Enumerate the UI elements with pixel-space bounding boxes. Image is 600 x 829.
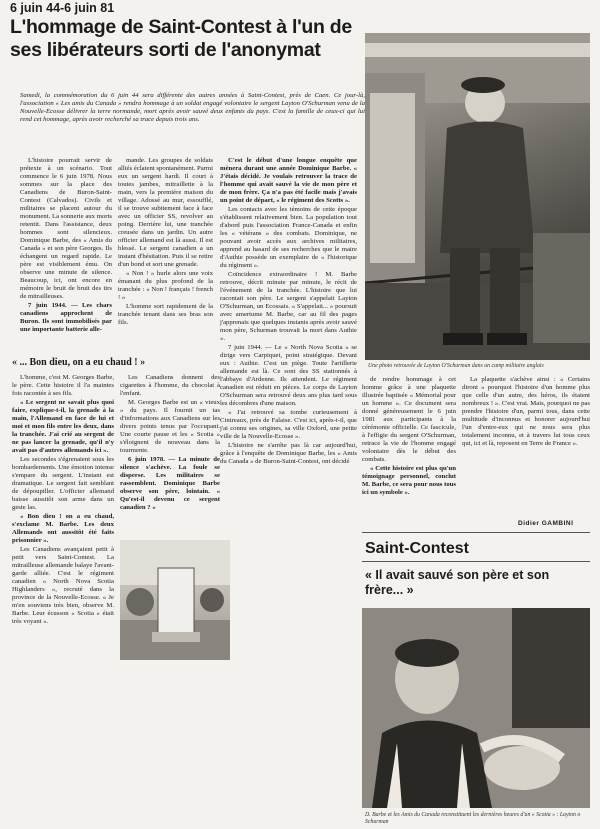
- article-column-2: [118, 157, 213, 328]
- paragraph: Les secondes s'égrenaient sous les bombardements. Une émotion intense s'empare du sergent. L'instant est dramatique. Le sergent fait semblant de dépoupiller. L'officier allemand baisse aussitôt son arme dans un geste las.: [12, 456, 114, 511]
- paragraph: M. Georges Barbe est un « vieux » du pays. Il fournit un tas d'informations aux Canadiens sur les divers points tenus par l'occupant. Une courte pause et les « Scotia » s'éloignent de nouveau dans la tourmente.: [120, 399, 220, 454]
- soldier-photo-caption: Une photo retrouvée de Layton O'Schurman dans un camp militaire anglais: [368, 363, 544, 369]
- article-column-8: [462, 376, 590, 449]
- paragraph: Coïncidence extraordinaire ! M. Barbe retrouve, décrit minute par minute, le récit de l'événement de la tranchée. L'histoire que lui racontait son père. Le sergent s'appelait Layton O'Schurman, un Ecossais. « S'appelait... » poursuit avec amertume M. Barbe, car au fil des pages j'apprenais que quelques instants après avoir sauvé mon père, Schurman trouvait la mort dans Authie ».: [220, 271, 357, 342]
- reconstitution-drawing: [362, 608, 590, 808]
- issue-date: 6 juin 44-6 juin 81: [10, 1, 115, 15]
- paragraph: de rendre hommage à cet homme grâce à une plaquette illustrée baptisée « Mémorial pour un homme ». Ce document sera donné généreusement le 6 juin 1981 aux participants à la cérémonie officielle. Ce fascicule, à l'effigie du sergent O'Schurman, retrace la vie de l'homme engagé volontaire dès le début des combats.: [362, 376, 456, 463]
- reconstitution-photo: [362, 608, 590, 808]
- headline: L'hommage de Saint-Contest à l'un de ses libérateurs sorti de l'anonymat: [10, 16, 352, 61]
- article-column-4: [12, 374, 114, 627]
- paragraph: « Bon dieu ! on a eu chaud, s'exclame M. Barbe. Les deux Allemands ont aussitôt été faits prisonnier ».: [12, 513, 114, 544]
- paragraph: « Le sergent ne savait plus quoi faire, explique-t-il, la grenade à la main, l'Allemand en face de lui et moi et mon fils entre les deux, dans la tranchée. J'ai crié au sergent de ne pas lancer la grenade, qu'il n'y avait pas d'autres allemands ici ».: [12, 399, 114, 454]
- sidebar-title: Saint-Contest: [365, 540, 469, 557]
- reconstitution-photo-caption: D. Barbe et les Amis du Canada reconstituent les dernières heures d'un « Scotia » : Layton o Schurman: [365, 812, 581, 825]
- sidebar-rule-top: [362, 532, 590, 533]
- sidebar-rule: [362, 561, 590, 562]
- paragraph: 7 juin 1944. — Le « North Nova Scotia » se dirige vers Carpiquet, point stratégique. Devant eux : Authie. C'est un piège. Toute l'artillerie allemande est là. Ce sont des SS stationnés à l'abbaye d'Ardenne. Ils attendent. Le régiment canadien est réduit en pièces. Le corps de Layton O'Schurman sera retrouvé deux ans plus tard sous les décombres d'une maison.: [220, 344, 357, 407]
- lead-paragraph: Samedi, la commémoration du 6 juin 44 sera différente des autres années à Saint-Contest, près de Caen. Ce jour-là, l'association « Les amis du Canada » rendra hommage à un soldat engagé volontaire le sergent Layton O'Schurman venu de la Nouvelle-Ecosse délivrer la terre normande, mort après avoir sauvé deux enfants du pays. C'est la famille de ceux-ci qui lui rend cet hommage, après avoir recherché sa trace depuis trois ans.: [20, 92, 365, 123]
- subhead-quote: « ... Bon dieu, on a eu chaud ! »: [12, 357, 146, 368]
- paragraph: 6 juin 1978. — La minute de silence s'achève. La foule se disperse. Les militaires se rassemblent. Dominique Barbe observe son père, lointain. « Qu'est-il devenu ce sergent canadien ? »: [120, 456, 220, 511]
- paragraph: « Cette histoire est plus qu'un témoignage personnel, conclut M. Barbe, ce sera pour nous tous ici un symbole ».: [362, 465, 456, 496]
- paragraph: « J'ai retrouvé sa tombe curieusement à Cintreaux, près de Falaise. C'est ici, après-t-il, que j'ai connu ses origines, sa ville Oxford, une petite ville de la Nouvelle-Ecosse ».: [220, 409, 357, 440]
- paragraph: La plaquette s'achève ainsi : « Certains diront » pourquoi l'histoire d'un homme plus que celle d'un autre, des héros, ils étaient nombreux ! ». C'est vrai. Mais, pourquoi ne pas prendre l'histoire d'un, parmi tous, dans cette multitude d'inconnus et honorer aujourd'hui l'un d'entre-eux qui ne nous sera plus totalement inconnu, et à travers lui tous ceux qui, ici et là, reposent en Terre de France ».: [462, 376, 590, 447]
- soldier-photo: [365, 33, 590, 360]
- article-column-5: [120, 374, 220, 513]
- monument-photo: [120, 540, 230, 660]
- paragraph: Les contacts avec les témoins de cette époque s'établissent relativement bien. La population tout d'abord puis l'association France-Canada et enfin les « vétérans » des combats. Dominique, ne pouvant avoir accès aux archives militaires, apprend au hasard de ses recherches que le maire d'Authie possède un exemplaire de « l'historique du régiment ».: [220, 206, 357, 269]
- paragraph: Les Canadiens donnent des cigarettes à l'homme, du chocolat à l'enfant.: [120, 374, 220, 397]
- monument-drawing: [120, 540, 230, 660]
- paragraph: C'est le début d'une longue enquête que mènera durant une année Dominique Barbe. « J'étais décidé. Je voulais retrouver la trace de l'homme qui avait sauvé la vie de mon père et de mon frère. Ça n'a pas été facile mais j'avais un point de départ, « le régiment des Scotts ».: [220, 157, 357, 204]
- paragraph: Les Canadiens avançaient petit à petit vers Saint-Contest. La mitrailleuse allemande balaye l'avant-garde alliée. C'est le régiment canadien « North Nova Scotia Highlanders », recruté dans la province de la Nouvelle-Ecosse. « Je m'en souviens très bien, observe M. Barbe. Leur écusson « Scotia » était très voyant ».: [12, 546, 114, 625]
- soldier-photo-drawing: [365, 33, 590, 360]
- author-signature: Didier GAMBINI: [518, 520, 574, 527]
- article-column-1: [20, 157, 112, 335]
- paragraph: 7 juin 1944. — Les chars canadiens approchent de Buron. Ils sont immobilisés par une importante batterie alle-: [20, 302, 112, 333]
- paragraph: L'histoire pourrait servir de prétexte à un scénario. Tout commence le 6 juin 1978. Nous sommes sur la place des Canadiens de Buron-Saint-Contest (Calvados). Civils et militaires se placent autour du monument. La sonnerie aux morts retentit. Dans l'assistance, deux hommes sont silencieux. Dominique Barbe, des « Amis du Canada » et son père Georges. Ils échangent un regard rapide. Le père est visiblement ému. On observe une minute de silence. Beaucoup, ici, ont encore en mémoire le bruit de bruit des tirs de mitrailleuses.: [20, 157, 112, 300]
- paragraph: « Non ! » hurle alors une voix émanant du plus profond de la tranchée : « Non ! français ! french ! »: [118, 270, 213, 301]
- paragraph: L'histoire ne s'arrête pas là car aujourd'hui, grâce à l'enquête de Dominique Barbe, les « Amis du Canada » de Buron-Saint-Contest, ont décidé: [220, 442, 357, 465]
- sidebar-quote: « Il avait sauvé son père et son frère... »: [365, 568, 550, 597]
- article-column-3: [220, 157, 357, 467]
- paragraph: mande. Les groupes de soldats alliés éclatent spontanément. Parmi eux un sergent hardi. Il court à toutes jambes, mitraillette à la main, vers la première maison du village. Adossé au mur, essoufflé, il se trouve subitement face à face avec un officier SS, revolver au poing. Derrière lui, une tranchée creusée dans un jardin. Un autre officier allemand est là aussi. Il est blessé. Le sergent canadien a un instant d'hésitation. Puis il se retire d'un bond et sort une grenade.: [118, 157, 213, 268]
- paragraph: L'homme, c'est M. Georges Barbe, le père. Cette histoire il l'a maintes fois racontée à ses fils.: [12, 374, 114, 397]
- paragraph: L'homme sort rapidement de la tranchée tenant dans ses bras son fils.: [118, 303, 213, 326]
- article-column-7: [362, 376, 456, 498]
